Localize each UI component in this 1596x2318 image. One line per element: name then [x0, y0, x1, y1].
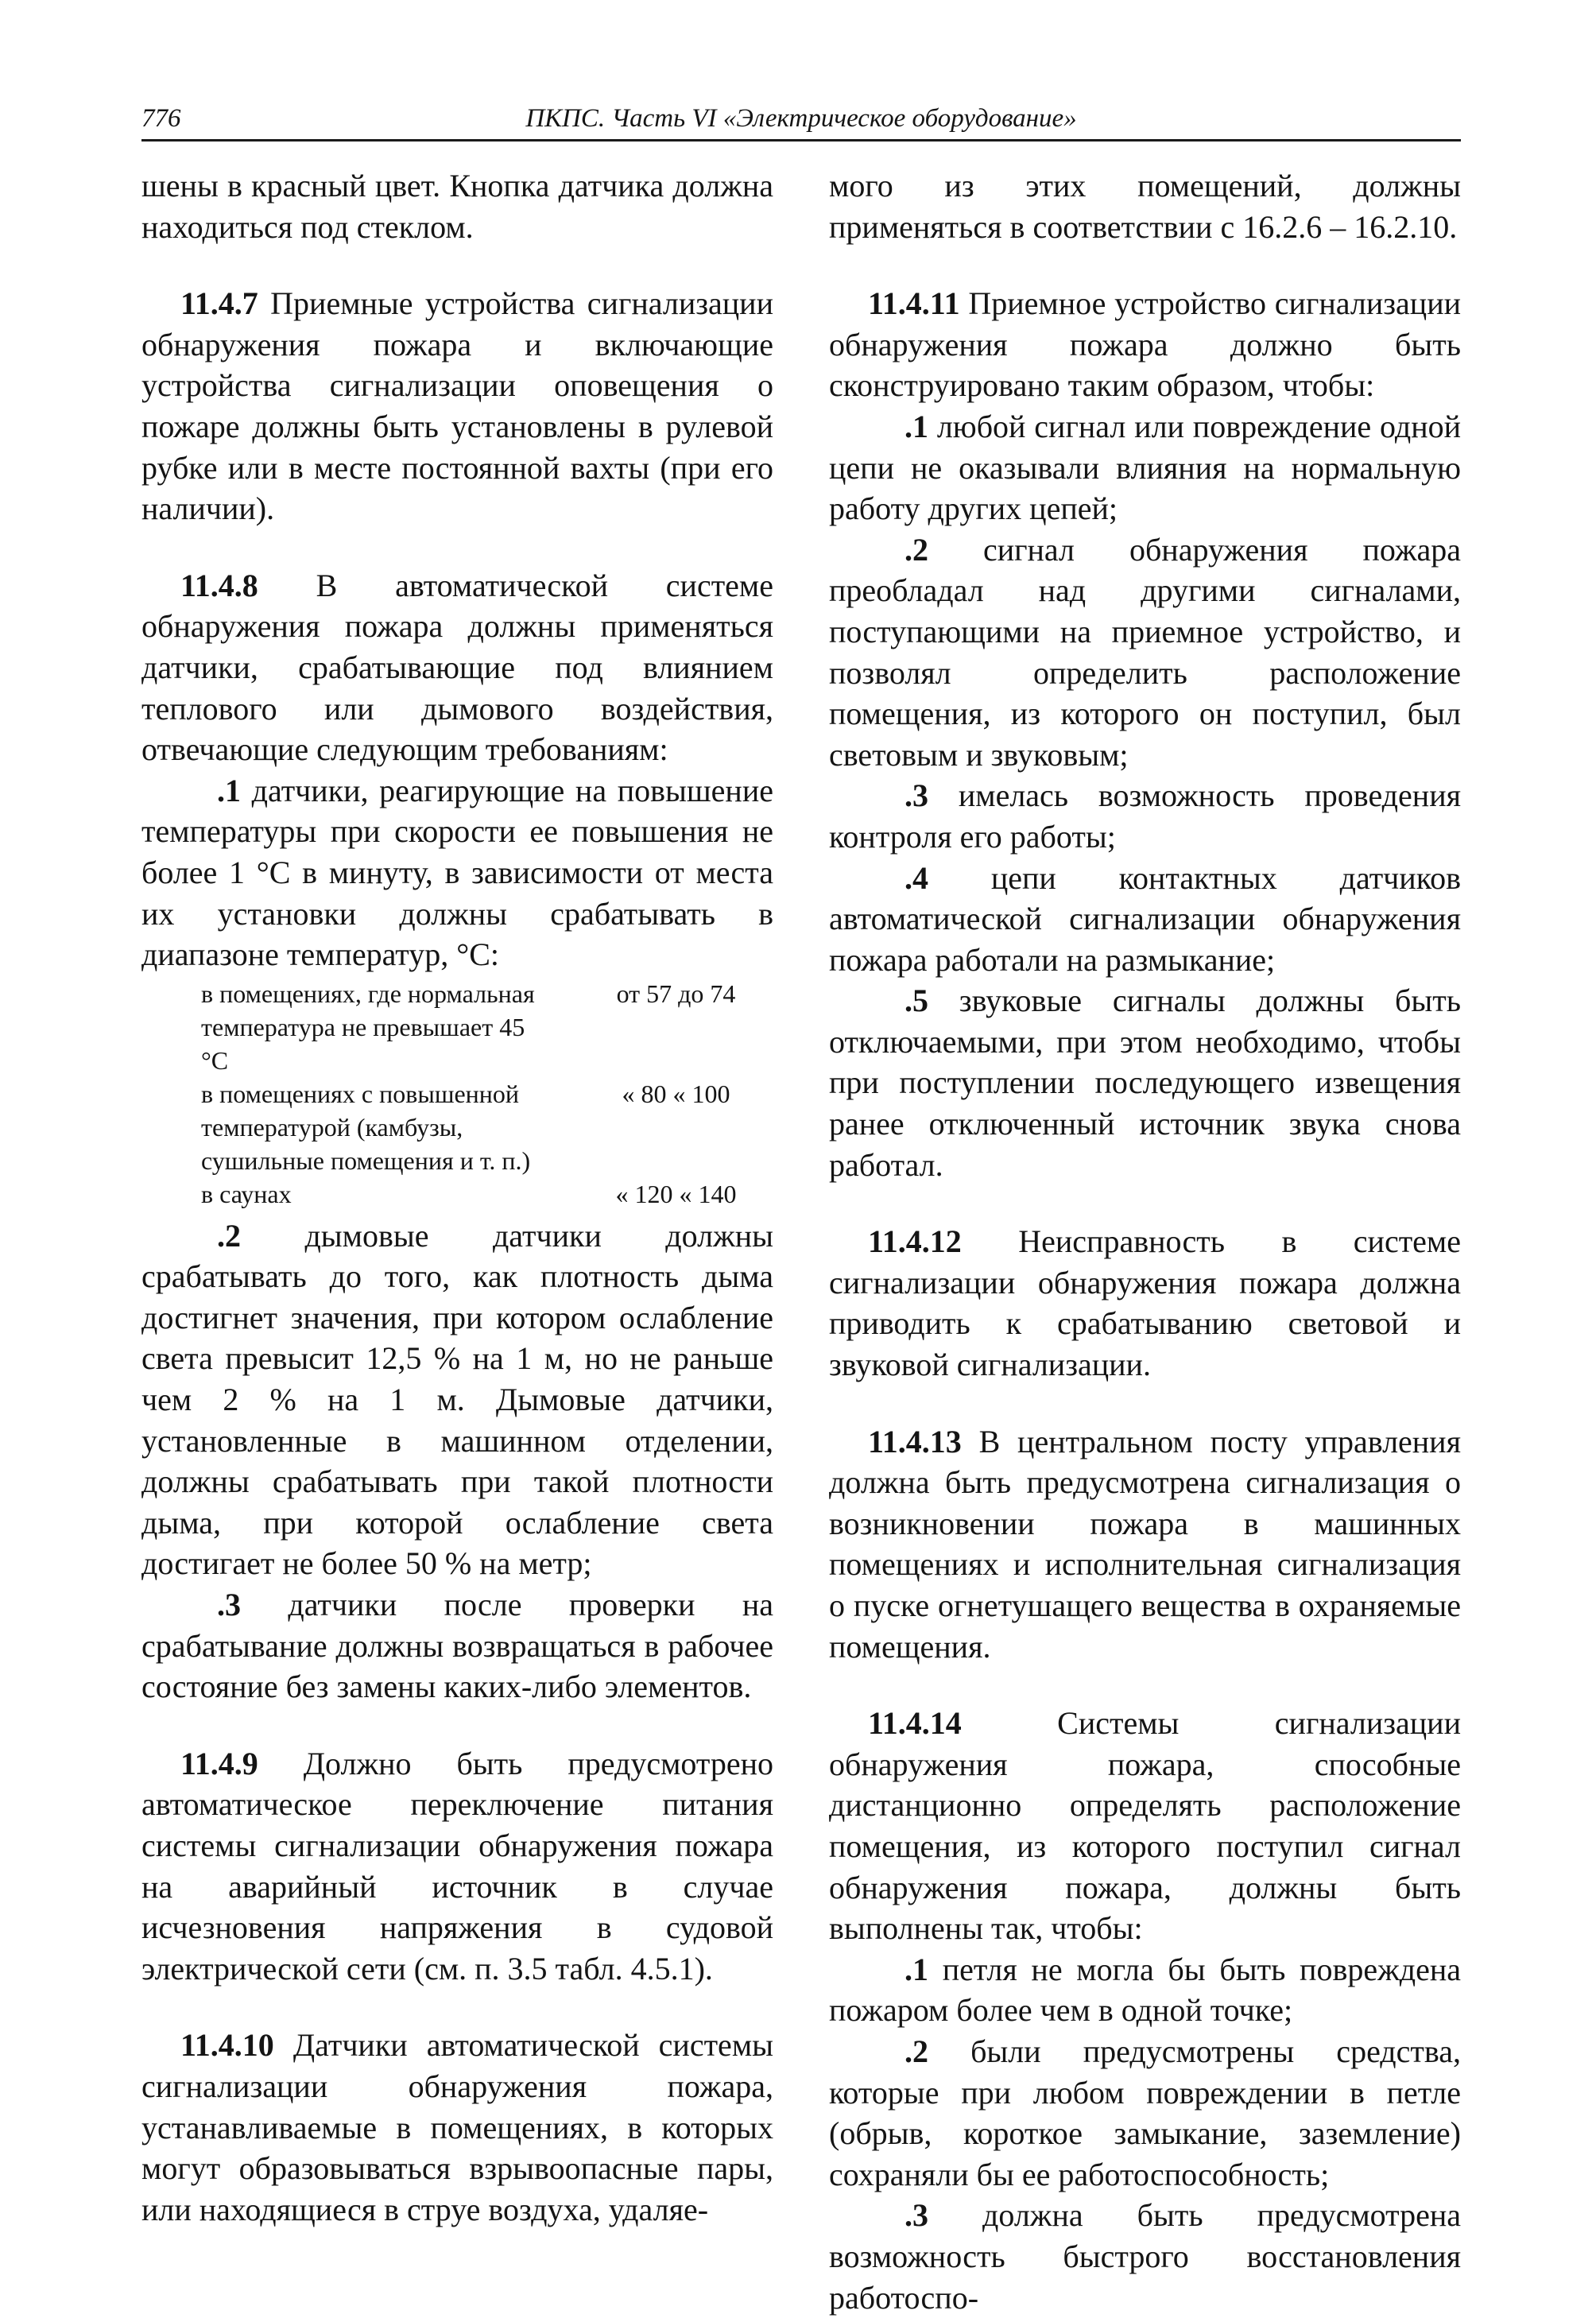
item-text: сигнал обнаружения пожара преобладал над другими сигналами, поступающими на приемное устройство, и позволял определить расположение помещения, из которого он поступил, был световым и звуковым;	[829, 531, 1461, 773]
section-number: 11.4.11	[868, 285, 960, 322]
list-item	[829, 775, 1461, 857]
item-number: .1	[905, 408, 928, 444]
list-item	[141, 1584, 773, 1707]
list-item	[829, 406, 1461, 529]
section-text: Датчики автоматической системы сигнализации обнаружения пожара, устанавливаемые в помещениях, в которых могут образовываться взрывоопасные пары, или находящиеся в струе воздуха, удаляе-	[141, 2027, 773, 2227]
section-number: 11.4.8	[180, 567, 258, 603]
section-text: В центральном посту управления должна быть предусмотрена сигнализация о возникновении пожара в машинных помещениях и исполнительная сигнализация о пуске огнетушащего вещества в охраняемые помещения.	[829, 1423, 1461, 1665]
right-column	[829, 165, 1461, 2318]
item-number: .3	[217, 1587, 241, 1623]
table-cell-range: « 80 « 100	[622, 1079, 730, 1108]
list-item	[829, 2031, 1461, 2195]
section-text: Приемные устройства сигнализации обнаружения пожара и включающие устройства сигнализации оповещения о пожаре должны быть установлены в рулевой рубке или в месте постоянной вахты (при его наличии).	[141, 285, 773, 527]
item-text: были предусмотрены средства, которые при любом повреждении в петле (обрыв, короткое замыкание, заземление) сохраняли бы ее работоспособность;	[829, 2033, 1461, 2192]
running-title: ПКПС. Часть VI «Электрическое оборудование»	[525, 104, 1077, 133]
section-number: 11.4.10	[180, 2027, 274, 2064]
table-cell-place: в помещениях с повышенной температурой (камбузы, сушильные помещения и т. п.)	[201, 1079, 531, 1175]
section-number: 11.4.13	[868, 1423, 962, 1459]
item-text: цепи контактных датчиков автоматической сигнализации обнаружения пожара работали на размыкание;	[829, 859, 1461, 978]
left-column	[141, 165, 773, 2230]
item-text: датчики, реагирующие на повышение температуры при скорости ее повышения не более 1 °С в минуту, в зависимости от места их установки должны срабатывать в диапазоне температур, °С:	[141, 772, 773, 973]
item-text: дымовые датчики должны срабатывать до того, как плотность дыма достигнет значения, при котором ослабление света превысит 12,5 % на 1 м, но не раньше чем 2 % на 1 м. Дымовые датчики, установленные в машинном отделении, должны срабатывать при такой плотности дыма, при которой ослабление света достигает не более 50 % на метр;	[141, 1217, 773, 1582]
section-text: Приемное устройство сигнализации обнаружения пожара должно быть сконструировано таким образом, чтобы:	[829, 285, 1461, 404]
section-11-4-9	[141, 1743, 773, 1990]
item-number: .1	[217, 772, 241, 808]
item-number: .3	[905, 2197, 928, 2234]
table-cell-range: « 120 « 140	[615, 1179, 737, 1208]
item-text: имелась возможность проведения контроля его работы;	[829, 777, 1461, 855]
item-number: .5	[905, 983, 928, 1019]
page-number: 776	[141, 104, 181, 133]
section-11-4-10	[141, 2025, 773, 2230]
item-number: .4	[905, 859, 928, 896]
section-text: Системы сигнализации обнаружения пожара, способные дистанционно определять расположение помещения, из которого поступил сигнал обнаружения пожара, должны быть выполнены так, чтобы:	[829, 1705, 1461, 1947]
section-text: Неисправность в системе сигнализации обнаружения пожара должна приводить к срабатыванию световой и звуковой сигнализации.	[829, 1223, 1461, 1383]
item-text: звуковые сигналы должны быть отключаемыми, при этом необходимо, чтобы при поступлении последующего извещения ранее отключенный источник звука снова работал.	[829, 983, 1461, 1183]
table-row	[201, 1177, 765, 1211]
item-text: любой сигнал или повреждение одной цепи не оказывали влияния на нормальную работу других цепей;	[829, 408, 1461, 527]
section-number: 11.4.9	[180, 1745, 258, 1781]
table-row	[201, 977, 765, 1077]
section-11-4-14	[829, 1703, 1461, 1949]
item-number: .2	[905, 2033, 928, 2069]
item-number: .2	[905, 531, 928, 568]
list-item	[829, 980, 1461, 1185]
paragraph-continuation: мого из этих помещений, должны применяться в соответствии с 16.2.6 – 16.2.10.	[829, 168, 1461, 245]
list-item	[829, 1949, 1461, 2031]
section-number: 11.4.12	[868, 1223, 962, 1260]
running-header	[141, 99, 1461, 141]
list-item	[829, 529, 1461, 776]
item-text: датчики после проверки на срабатывание должны возвращаться в рабочее состояние без замены каких-либо элементов.	[141, 1587, 773, 1705]
section-11-4-7	[141, 283, 773, 529]
item-text: должна быть предусмотрена возможность быстрого восстановления работоспо-	[829, 2197, 1461, 2316]
item-number: .1	[905, 1951, 928, 1987]
list-item	[141, 770, 773, 975]
section-number: 11.4.14	[868, 1705, 962, 1742]
list-item	[141, 1215, 773, 1584]
section-11-4-12	[829, 1221, 1461, 1385]
item-number: .2	[217, 1217, 241, 1254]
section-11-4-8	[141, 565, 773, 770]
list-item	[829, 2195, 1461, 2318]
section-number: 11.4.7	[180, 285, 258, 322]
item-number: .3	[905, 777, 928, 814]
table-cell-place: в помещениях, где нормальная температура не превышает 45 °С	[201, 979, 535, 1075]
section-11-4-11	[829, 283, 1461, 406]
table-cell-place: в саунах	[201, 1179, 292, 1208]
table-cell-range: от 57 до 74	[616, 979, 736, 1008]
paragraph-continuation: шены в красный цвет. Кнопка датчика должна находиться под стеклом.	[141, 168, 773, 245]
item-text: петля не могла бы быть повреждена пожаром более чем в одной точке;	[829, 1951, 1461, 2029]
section-11-4-13	[829, 1421, 1461, 1668]
temperature-table	[141, 977, 773, 1211]
section-text: Должно быть предусмотрено автоматическое переключение питания системы сигнализации обнаружения пожара на аварийный источник в случае исчезновения напряжения в судовой электрической сети (см. п. 3.5 табл. 4.5.1).	[141, 1745, 773, 1987]
section-text: В автоматической системе обнаружения пожара должны применяться датчики, срабатывающие под влиянием теплового или дымового воздействия, отвечающие следующим требованиям:	[141, 567, 773, 768]
table-row	[201, 1077, 765, 1177]
list-item	[829, 858, 1461, 981]
